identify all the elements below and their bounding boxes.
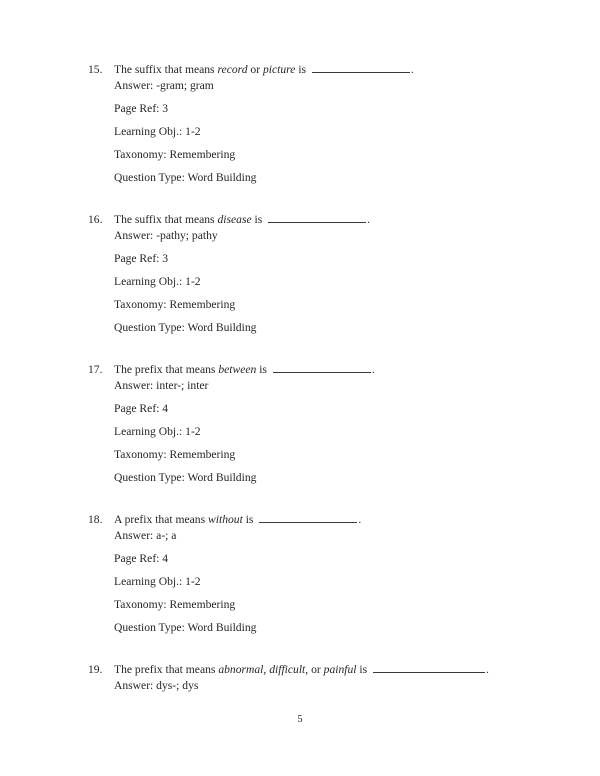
stem-term-italic: abnormal bbox=[218, 663, 264, 676]
question-number: 16. bbox=[88, 213, 103, 226]
stem-text: The prefix that means bbox=[114, 363, 219, 376]
answer-blank bbox=[268, 212, 366, 223]
stem-text: A prefix that means bbox=[114, 513, 209, 526]
question-stem bbox=[114, 212, 530, 227]
question-meta-line: Page Ref: 3 bbox=[114, 252, 169, 265]
stem-terminator: . bbox=[371, 363, 375, 376]
stem-text: The suffix that means bbox=[114, 213, 218, 226]
stem-term-italic: difficult bbox=[269, 663, 306, 676]
question-answer: Answer: -gram; gram bbox=[114, 79, 214, 92]
stem-text: The prefix that means bbox=[114, 663, 219, 676]
question-stem bbox=[114, 362, 530, 377]
question-block bbox=[88, 362, 530, 485]
question-meta-line: Question Type: Word Building bbox=[114, 621, 257, 634]
answer-blank bbox=[312, 62, 410, 73]
question-block bbox=[88, 62, 530, 185]
stem-terminator: . bbox=[486, 663, 489, 676]
stem-text: The suffix that means bbox=[114, 63, 218, 76]
stem-text: is bbox=[356, 663, 371, 676]
question-body bbox=[114, 512, 530, 543]
stem-term-italic: disease bbox=[217, 213, 252, 226]
stem-terminator: . bbox=[367, 213, 371, 226]
stem-text: is bbox=[251, 213, 266, 226]
answer-blank bbox=[259, 512, 357, 523]
question-meta-line: Learning Obj.: 1-2 bbox=[114, 125, 201, 138]
question-meta-line: Taxonomy: Remembering bbox=[114, 148, 236, 161]
answer-blank bbox=[373, 662, 485, 673]
question-stem bbox=[114, 62, 530, 77]
stem-term-italic: between bbox=[218, 363, 257, 376]
stem-text: is bbox=[256, 363, 270, 376]
question-answer: Answer: inter-; inter bbox=[114, 379, 209, 392]
question-stem bbox=[114, 662, 530, 677]
stem-term-italic: record bbox=[217, 63, 248, 76]
question-meta-line: Learning Obj.: 1-2 bbox=[114, 275, 201, 288]
stem-term-italic: without bbox=[208, 513, 243, 526]
question-meta-line: Question Type: Word Building bbox=[114, 471, 257, 484]
question-header bbox=[88, 212, 530, 243]
question-block bbox=[88, 662, 530, 693]
question-number: 19. bbox=[88, 663, 103, 676]
question-header bbox=[88, 662, 530, 693]
question-meta-line: Learning Obj.: 1-2 bbox=[114, 575, 201, 588]
stem-term-italic: picture bbox=[263, 63, 296, 76]
question-number: 17. bbox=[88, 363, 103, 376]
question-header bbox=[88, 512, 530, 543]
question-number: 15. bbox=[88, 63, 103, 76]
stem-term-italic: painful bbox=[323, 663, 357, 676]
page-number: 5 bbox=[297, 714, 303, 725]
question-stem bbox=[114, 512, 530, 527]
stem-text: or bbox=[247, 63, 263, 76]
question-answer: Answer: a-; a bbox=[114, 529, 177, 542]
question-meta-line: Page Ref: 4 bbox=[114, 552, 169, 565]
question-number: 18. bbox=[88, 513, 103, 526]
question-meta-line: Learning Obj.: 1-2 bbox=[114, 425, 201, 438]
question-body bbox=[114, 212, 530, 243]
question-meta-line: Taxonomy: Remembering bbox=[114, 298, 236, 311]
question-meta-line: Page Ref: 4 bbox=[114, 402, 169, 415]
question-meta-line: Question Type: Word Building bbox=[114, 321, 257, 334]
question-header bbox=[88, 62, 530, 93]
stem-text: , or bbox=[305, 663, 324, 676]
question-block bbox=[88, 212, 530, 335]
question-meta-line: Taxonomy: Remembering bbox=[114, 598, 236, 611]
question-meta-line: Question Type: Word Building bbox=[114, 171, 257, 184]
question-body bbox=[114, 62, 530, 93]
question-meta-line: Taxonomy: Remembering bbox=[114, 448, 236, 461]
stem-text: is bbox=[242, 513, 257, 526]
question-body bbox=[114, 362, 530, 393]
question-answer: Answer: dys-; dys bbox=[114, 679, 199, 692]
stem-terminator: . bbox=[358, 513, 362, 526]
stem-text: , bbox=[263, 663, 270, 676]
question-meta-line: Page Ref: 3 bbox=[114, 102, 169, 115]
question-block bbox=[88, 512, 530, 635]
stem-text: is bbox=[295, 63, 309, 76]
question-list bbox=[88, 62, 530, 693]
question-header bbox=[88, 362, 530, 393]
answer-blank bbox=[273, 362, 371, 373]
question-body bbox=[114, 662, 530, 693]
question-answer: Answer: -pathy; pathy bbox=[114, 229, 218, 242]
stem-terminator: . bbox=[410, 63, 414, 76]
